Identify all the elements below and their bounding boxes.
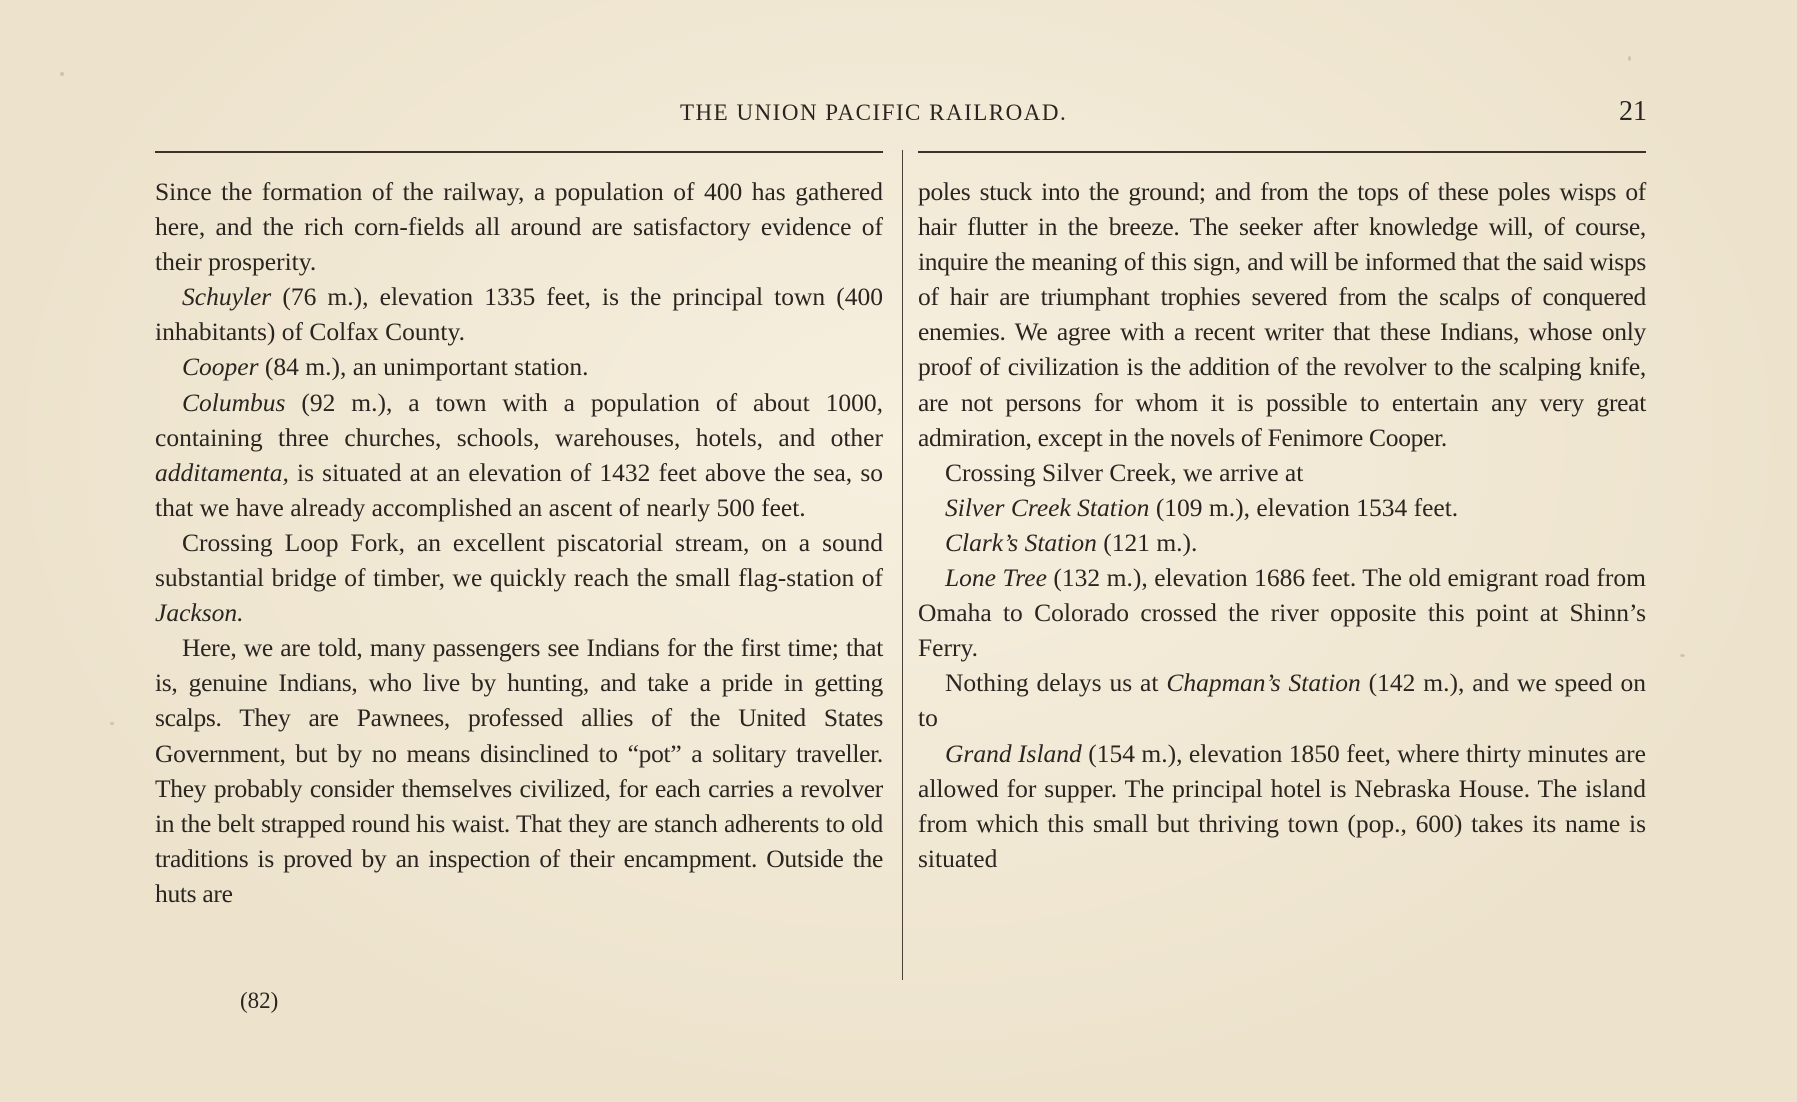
running-head: THE UNION PACIFIC RAILROAD. (680, 100, 1068, 125)
paragraph: Silver Creek Station (109 m.), elevation 1534 feet. (945, 492, 1459, 522)
paper-speck (110, 722, 114, 725)
paragraph: Lone Tree (132 m.), elevation 1686 feet. The old emigrant road from Omaha to Colorado crossed the river opposite this point at Shinn’s Ferry. (918, 563, 1646, 663)
paragraph: Columbus (92 m.), a town with a population of about 1000, containing three churches, schools, warehouses, hotels, and other additamenta, is situated at an elevation of 1432 feet above the sea, so that we have already accomplished an ascent of nearly 500 feet. (155, 387, 883, 522)
paragraph: Clark’s Station (121 m.). (945, 527, 1198, 557)
place-name: Cooper (182, 352, 259, 382)
page-number: 21 (1619, 96, 1647, 127)
paper-speck (1628, 56, 1631, 61)
paper-speck (1680, 654, 1685, 657)
place-name: Grand Island (945, 738, 1082, 768)
place-name: Clark’s Station (945, 527, 1097, 557)
paragraph: Since the formation of the railway, a population of 400 has gathered here, and the rich corn-fields all around are satisfactory evidence of their prosperity. (155, 177, 883, 277)
place-name: Silver Creek Station (945, 492, 1150, 522)
place-name: Jackson. (155, 598, 244, 628)
place-name: Schuyler (182, 282, 272, 312)
column-divider (902, 150, 903, 980)
paragraph: Crossing Loop Fork, an excellent piscatorial stream, on a sound substantial bridge of timber, we quickly reach the small flag-station of Jackson. (155, 527, 883, 628)
left-column (155, 174, 883, 911)
paper-speck (60, 72, 64, 76)
paragraph: Grand Island (154 m.), elevation 1850 feet, where thirty minutes are allowed for supper. The principal hotel is Nebraska House. The island from which this small but thriving town (pop., 600) takes its name is situated (918, 738, 1646, 873)
paragraph: Crossing Silver Creek, we arrive at (945, 457, 1304, 487)
right-column (918, 174, 1646, 876)
header-rule-right (918, 151, 1646, 153)
paragraph: poles stuck into the ground; and from the tops of these poles wisps of hair flutter in the breeze. The seeker after knowledge will, of course, inquire the meaning of this sign, and will be informed that the said wisps of hair are triumphant trophies severed from the scalps of conquered enemies. We agree with a recent writer that these Indians, whose only proof of civilization is the addition of the revolver to the scalping knife, are not persons for whom it is possible to entertain any very great admiration, except in the novels of Fenimore Cooper. (918, 177, 1646, 452)
paragraph: Cooper (84 m.), an unimportant station. (182, 352, 589, 382)
signature-mark: (82) (240, 988, 279, 1013)
paragraph: Schuyler (76 m.), elevation 1335 feet, is the principal town (400 inhabitants) of Colfax County. (155, 282, 883, 347)
header-rule-left (155, 151, 883, 153)
italic-term: additamenta, (155, 457, 289, 487)
place-name: Columbus (182, 387, 286, 417)
paragraph: Here, we are told, many passengers see Indians for the first time; that is, genuine Indians, who live by hunting, and take a pride in getting scalps. They are Pawnees, professed allies of the United States Government, but by no means disinclined to “pot” a solitary traveller. They probably consider themselves civilized, for each carries a revolver in the belt strapped round his waist. That they are stanch adherents to old traditions is proved by an inspection of their encampment. Outside the huts are (155, 633, 883, 908)
place-name: Lone Tree (945, 563, 1047, 593)
paragraph: Nothing delays us at Chapman’s Station (142 m.), and we speed on to (918, 668, 1646, 733)
place-name: Chapman’s Station (1166, 668, 1361, 698)
